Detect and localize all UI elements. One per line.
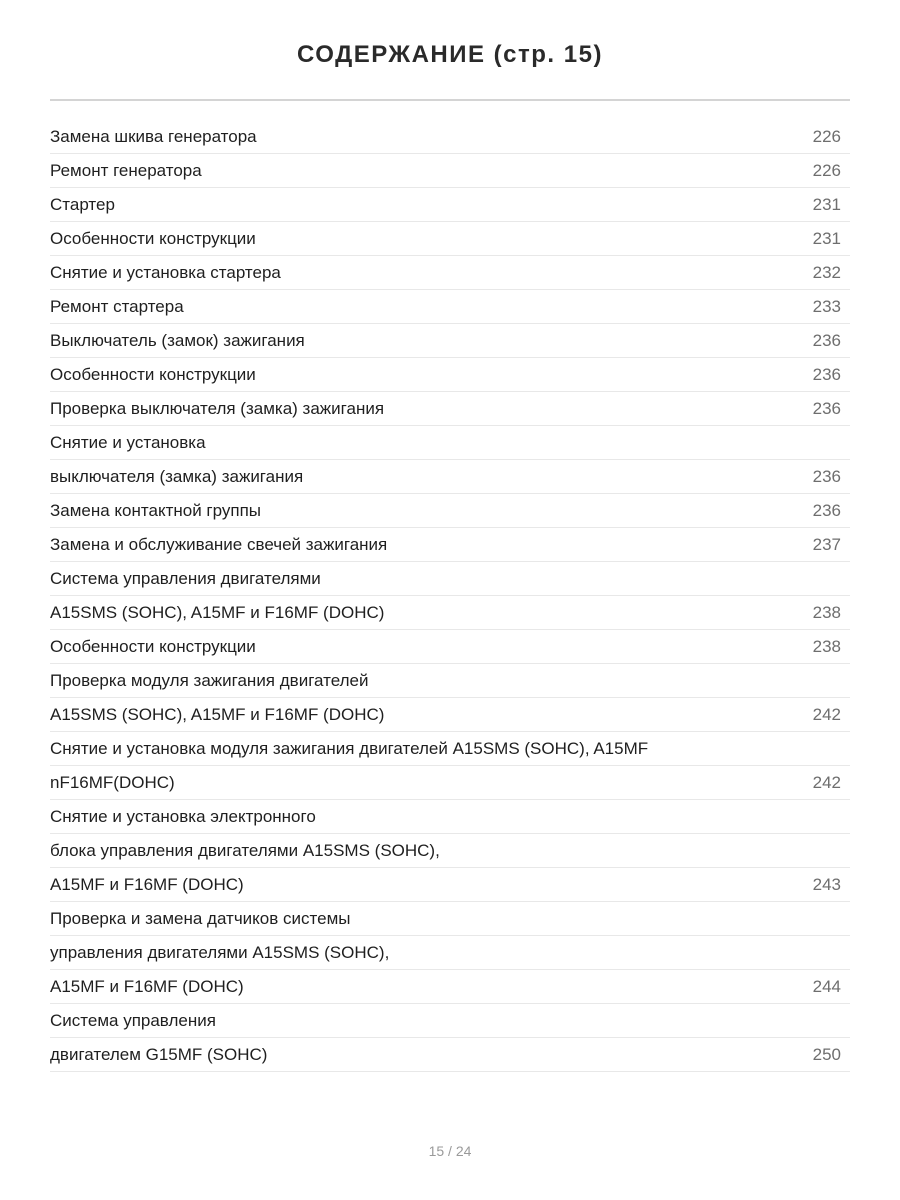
- toc-entry-text: Проверка модуля зажигания двигателей: [50, 670, 369, 690]
- toc-entry-text: A15SMS (SOHC), A15MF и F16MF (DOHC): [50, 704, 385, 724]
- toc-entry[interactable]: [50, 698, 850, 732]
- toc-entry-text: Замена контактной группы: [50, 500, 262, 520]
- toc-entry[interactable]: [50, 154, 850, 188]
- toc-entry-text: выключателя (замка) зажигания: [50, 466, 304, 486]
- toc-entry-page: 236: [812, 398, 841, 418]
- toc-entry-page: 232: [812, 262, 841, 282]
- toc-entry-text: блока управления двигателями A15SMS (SOHC),: [50, 840, 440, 860]
- toc-entry[interactable]: [50, 460, 850, 494]
- toc-entry[interactable]: [50, 494, 850, 528]
- toc-entry[interactable]: [50, 664, 850, 698]
- toc-entry-text: Система управления двигателями: [50, 568, 321, 588]
- toc-entry-text: Замена и обслуживание свечей зажигания: [50, 534, 388, 554]
- toc-entry[interactable]: [50, 188, 850, 222]
- title-divider: [50, 99, 850, 101]
- toc-entry[interactable]: [50, 766, 850, 800]
- toc-entry-text: Снятие и установка: [50, 432, 206, 452]
- toc-entry-text: Система управления: [50, 1010, 216, 1030]
- page-title: СОДЕРЖАНИЕ (стр. 15): [297, 41, 603, 68]
- toc-entry[interactable]: [50, 528, 850, 562]
- toc-entry[interactable]: [50, 222, 850, 256]
- toc-entry-text: A15SMS (SOHC), A15MF и F16MF (DOHC): [50, 602, 385, 622]
- toc-entry-page: 238: [812, 602, 841, 622]
- toc-entry-text: A15MF и F16MF (DOHC): [50, 976, 244, 996]
- toc-entry-page: 236: [812, 500, 841, 520]
- toc-entry-page: 231: [812, 228, 841, 248]
- toc-entry-page: 236: [812, 330, 841, 350]
- toc-entry-text: Стартер: [50, 194, 115, 214]
- toc-entry[interactable]: [50, 426, 850, 460]
- toc-entry-text: Снятие и установка стартера: [50, 262, 281, 282]
- toc-entry-text: A15MF и F16MF (DOHC): [50, 874, 244, 894]
- toc-entry[interactable]: [50, 324, 850, 358]
- toc-entry[interactable]: [50, 1038, 850, 1072]
- toc-entry[interactable]: [50, 732, 850, 766]
- toc-entry[interactable]: [50, 596, 850, 630]
- toc-entry-text: Проверка и замена датчиков системы: [50, 908, 351, 928]
- toc-entry-text: Особенности конструкции: [50, 636, 256, 656]
- toc-entry[interactable]: [50, 936, 850, 970]
- toc-entry-text: Ремонт генератора: [50, 160, 202, 180]
- toc-entry-page: 226: [812, 126, 841, 146]
- toc-entry-text: Выключатель (замок) зажигания: [50, 330, 305, 350]
- toc-entry[interactable]: [50, 970, 850, 1004]
- toc-entry[interactable]: [50, 290, 850, 324]
- toc-entry-text: Ремонт стартера: [50, 296, 184, 316]
- toc-entry[interactable]: [50, 256, 850, 290]
- toc-entry-page: 243: [812, 874, 841, 894]
- toc-entry[interactable]: [50, 1004, 850, 1038]
- toc-entry-page: 237: [812, 534, 841, 554]
- toc-entry-text: Снятие и установка модуля зажигания двигателей A15SMS (SOHC), A15MF: [50, 738, 649, 758]
- toc-entry-page: 236: [812, 466, 841, 486]
- toc-entry[interactable]: [50, 630, 850, 664]
- toc-entry[interactable]: [50, 834, 850, 868]
- toc-entry-page: 236: [812, 364, 841, 384]
- toc-entry-text: двигателем G15MF (SOHC): [50, 1044, 268, 1064]
- toc-entry[interactable]: [50, 902, 850, 936]
- toc-entry-text: Проверка выключателя (замка) зажигания: [50, 398, 385, 418]
- toc-entry-page: 226: [812, 160, 841, 180]
- toc-entry[interactable]: [50, 868, 850, 902]
- toc-entry-text: Замена шкива генератора: [50, 126, 257, 146]
- toc-entry-page: 231: [812, 194, 841, 214]
- toc-entry-page: 233: [812, 296, 841, 316]
- toc-entry-page: 242: [812, 704, 841, 724]
- toc-entry-page: 244: [812, 976, 841, 996]
- toc-entry[interactable]: [50, 120, 850, 154]
- toc-entry-page: 242: [812, 772, 841, 792]
- toc-entry-text: Особенности конструкции: [50, 364, 256, 384]
- toc-entry-text: Особенности конструкции: [50, 228, 256, 248]
- toc-entry-text: nF16MF(DOHC): [50, 772, 175, 792]
- toc-entry-page: 238: [812, 636, 841, 656]
- toc-entry[interactable]: [50, 800, 850, 834]
- page-number-footer: 15 / 24: [428, 1143, 472, 1159]
- toc-entry[interactable]: [50, 392, 850, 426]
- toc-entry[interactable]: [50, 562, 850, 596]
- toc-entry[interactable]: [50, 358, 850, 392]
- toc-entry-page: 250: [812, 1044, 841, 1064]
- toc-entry-text: Снятие и установка электронного: [50, 806, 316, 826]
- toc-entry-text: управления двигателями A15SMS (SOHC),: [50, 942, 390, 962]
- toc-list: [50, 120, 850, 1072]
